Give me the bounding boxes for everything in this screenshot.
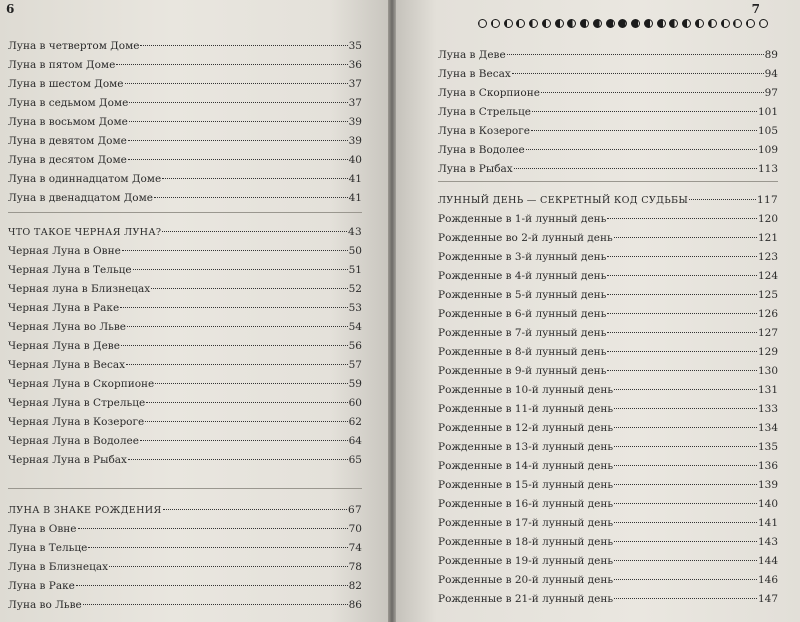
toc-entry-page: 54 — [348, 321, 362, 333]
dot-leader — [614, 446, 757, 447]
toc-entry-page: 147 — [757, 593, 778, 605]
dot-leader — [109, 566, 348, 567]
toc-entry — [8, 244, 362, 258]
toc-entry-title: Луна в Скорпионе — [438, 87, 540, 99]
toc-entry-title: Луна в Стрельце — [438, 106, 531, 118]
dot-leader — [541, 92, 764, 93]
toc-entry-title: Рожденные в 7-й лунный день — [438, 327, 607, 339]
toc-entry — [438, 421, 778, 435]
moon-phase-icon — [708, 19, 717, 28]
moon-phase-icon — [593, 19, 602, 28]
dot-leader — [78, 528, 348, 529]
toc-entry — [438, 86, 778, 100]
toc-entry-page: 60 — [348, 397, 362, 409]
dot-leader — [162, 231, 347, 232]
page-number: 6 — [6, 2, 15, 16]
toc-entry-page: 40 — [348, 154, 362, 166]
toc-entry-title: Луна в Близнецах — [8, 561, 109, 573]
toc-entry — [438, 124, 778, 138]
toc-entry-title: Луна в одиннадцатом Доме — [8, 173, 162, 185]
toc-entry — [438, 497, 778, 511]
dot-leader — [133, 269, 348, 270]
toc-entry-page: 126 — [757, 308, 778, 320]
dot-leader — [607, 313, 757, 314]
dot-leader — [614, 541, 757, 542]
moon-phase-decoration — [478, 19, 768, 28]
toc-entry-title: Рожденные в 13-й лунный день — [438, 441, 614, 453]
toc-entry-title: Луна в девятом Доме — [8, 135, 127, 147]
toc-entry — [438, 554, 778, 568]
moon-phase-icon — [580, 19, 589, 28]
toc-entry-title: ЛУНА В ЗНАКЕ РОЖДЕНИЯ — [8, 505, 162, 516]
toc-entry-page: 134 — [757, 422, 778, 434]
dot-leader — [607, 370, 757, 371]
dot-leader — [614, 465, 757, 466]
toc-entry — [438, 307, 778, 321]
toc-section-heading — [438, 193, 778, 208]
moon-phase-icon — [618, 19, 627, 28]
toc-entry — [8, 339, 362, 353]
toc-entry-page: 131 — [757, 384, 778, 396]
toc-entry — [8, 58, 362, 72]
toc-entry-title: Рожденные в 14-й лунный день — [438, 460, 614, 472]
toc-entry-page: 135 — [757, 441, 778, 453]
moon-phase-icon — [721, 19, 730, 28]
toc-entry-title: Луна в Деве — [438, 49, 506, 61]
moon-phase-icon — [516, 19, 525, 28]
dot-leader — [88, 547, 347, 548]
toc-entry — [8, 434, 362, 448]
toc-entry — [8, 153, 362, 167]
dot-leader — [512, 73, 764, 74]
toc-entry-title: Рожденные в 8-й лунный день — [438, 346, 607, 358]
toc-entry-page: 120 — [757, 213, 778, 225]
toc-entry — [438, 440, 778, 454]
toc-entry-title: ЛУННЫЙ ДЕНЬ — СЕКРЕТНЫЙ КОД СУДЬБЫ — [438, 195, 689, 206]
toc-entry — [438, 364, 778, 378]
moon-phase-icon — [529, 19, 538, 28]
dot-leader — [126, 364, 348, 365]
toc-entry-page: 129 — [757, 346, 778, 358]
dot-leader — [607, 294, 757, 295]
toc-entry-title: Черная Луна в Овне — [8, 245, 121, 257]
toc-entry — [8, 191, 362, 205]
toc-entry-page: 89 — [764, 49, 778, 61]
toc-entry-page: 141 — [757, 517, 778, 529]
toc-entry-page: 36 — [348, 59, 362, 71]
dot-leader — [531, 130, 757, 131]
moon-phase-icon — [631, 19, 640, 28]
dot-leader — [607, 256, 757, 257]
moon-phase-icon — [682, 19, 691, 28]
dot-leader — [507, 54, 764, 55]
toc-entry-title: Луна в седьмом Доме — [8, 97, 129, 109]
toc-entry-title: Рожденные в 10-й лунный день — [438, 384, 614, 396]
toc-entry-title: Луна во Льве — [8, 599, 82, 611]
toc-entry-title: Рожденные в 20-й лунный день — [438, 574, 614, 586]
section-divider — [8, 212, 362, 213]
toc-entry — [438, 212, 778, 226]
right-page — [396, 0, 800, 622]
toc-entry-title: Черная Луна в Раке — [8, 302, 120, 314]
toc-entry-page: 51 — [348, 264, 362, 276]
toc-entry-title: Луна в двенадцатом Доме — [8, 192, 153, 204]
toc-entry — [8, 320, 362, 334]
toc-entry-page: 41 — [348, 173, 362, 185]
moon-phase-icon — [759, 19, 768, 28]
moon-phase-icon — [733, 19, 742, 28]
dot-leader — [128, 459, 348, 460]
toc-entry-title: Черная Луна в Козероге — [8, 416, 145, 428]
toc-section-heading — [8, 503, 362, 518]
toc-entry — [8, 77, 362, 91]
toc-entry-title: Черная Луна в Водолее — [8, 435, 139, 447]
dot-leader — [614, 427, 757, 428]
toc-entry-title: Рожденные в 5-й лунный день — [438, 289, 607, 301]
toc-entry-title: Рожденные в 21-й лунный день — [438, 593, 614, 605]
toc-entry-page: 39 — [348, 135, 362, 147]
dot-leader — [614, 598, 757, 599]
dot-leader — [128, 159, 348, 160]
toc-entry — [438, 383, 778, 397]
toc-entry-page: 113 — [757, 163, 778, 175]
toc-entry-page: 105 — [757, 125, 778, 137]
toc-entry-page: 70 — [348, 523, 362, 535]
dot-leader — [155, 383, 347, 384]
dot-leader — [121, 345, 348, 346]
page-number: 7 — [751, 2, 760, 16]
dot-leader — [614, 237, 757, 238]
toc-entry-title: Луна в Тельце — [8, 542, 88, 554]
toc-entry-page: 78 — [348, 561, 362, 573]
moon-phase-icon — [542, 19, 551, 28]
toc-entry-title: Черная Луна во Льве — [8, 321, 126, 333]
toc-entry — [8, 579, 362, 593]
toc-entry-page: 136 — [757, 460, 778, 472]
toc-entry-page: 67 — [348, 504, 362, 516]
dot-leader — [76, 585, 348, 586]
toc-entry — [8, 560, 362, 574]
toc-entry-title: Луна в восьмом Доме — [8, 116, 128, 128]
toc-entry — [438, 592, 778, 606]
dot-leader — [116, 64, 347, 65]
toc-entry-title: Рожденные в 17-й лунный день — [438, 517, 614, 529]
toc-entry — [438, 345, 778, 359]
toc-entry — [8, 541, 362, 555]
dot-leader — [607, 351, 757, 352]
toc-entry-title: Луна в Водолее — [438, 144, 525, 156]
toc-entry — [8, 115, 362, 129]
toc-entry-page: 94 — [764, 68, 778, 80]
toc-entry-page: 117 — [757, 194, 778, 206]
toc-entry — [438, 535, 778, 549]
toc-entry — [8, 396, 362, 410]
toc-entry-page: 43 — [348, 226, 362, 238]
dot-leader — [120, 307, 347, 308]
dot-leader — [689, 199, 756, 200]
toc-entry-title: Рожденные во 2-й лунный день — [438, 232, 613, 244]
toc-entry-page: 125 — [757, 289, 778, 301]
toc-entry — [8, 39, 362, 53]
toc-entry-title: Луна в десятом Доме — [8, 154, 127, 166]
toc-entry-page: 121 — [757, 232, 778, 244]
toc-entry — [8, 263, 362, 277]
moon-phase-icon — [695, 19, 704, 28]
toc-entry-title: Луна в Овне — [8, 523, 77, 535]
toc-entry-page: 50 — [348, 245, 362, 257]
dot-leader — [614, 522, 757, 523]
toc-entry-title: Луна в шестом Доме — [8, 78, 124, 90]
moon-phase-icon — [555, 19, 564, 28]
toc-entry — [438, 143, 778, 157]
dot-leader — [122, 250, 348, 251]
dot-leader — [83, 604, 348, 605]
toc-entry-page: 127 — [757, 327, 778, 339]
toc-entry-page: 101 — [757, 106, 778, 118]
dot-leader — [614, 579, 757, 580]
toc-entry-title: Черная Луна в Деве — [8, 340, 120, 352]
toc-entry-title: Луна в четвертом Доме — [8, 40, 140, 52]
toc-entry-page: 65 — [348, 454, 362, 466]
toc-entry — [438, 516, 778, 530]
toc-entry — [8, 415, 362, 429]
toc-entry-title: Рожденные в 3-й лунный день — [438, 251, 607, 263]
dot-leader — [146, 402, 347, 403]
toc-entry-page: 35 — [348, 40, 362, 52]
section-divider — [438, 181, 778, 182]
toc-entry — [438, 326, 778, 340]
toc-entry — [8, 134, 362, 148]
dot-leader — [607, 332, 757, 333]
toc-entry — [8, 598, 362, 612]
dot-leader — [140, 45, 347, 46]
toc-entry-page: 39 — [348, 116, 362, 128]
toc-entry-title: Рожденные в 18-й лунный день — [438, 536, 614, 548]
dot-leader — [614, 389, 757, 390]
toc-entry-page: 37 — [348, 78, 362, 90]
toc-entry — [8, 377, 362, 391]
toc-entry-page: 74 — [348, 542, 362, 554]
toc-entry-page: 37 — [348, 97, 362, 109]
toc-entry-title: Рожденные в 16-й лунный день — [438, 498, 614, 510]
toc-entry-page: 57 — [348, 359, 362, 371]
moon-phase-icon — [478, 19, 487, 28]
dot-leader — [614, 484, 757, 485]
book-spine — [388, 0, 396, 622]
dot-leader — [614, 503, 757, 504]
dot-leader — [614, 408, 757, 409]
left-page — [0, 0, 388, 622]
dot-leader — [526, 149, 757, 150]
dot-leader — [607, 218, 757, 219]
dot-leader — [532, 111, 757, 112]
dot-leader — [614, 560, 757, 561]
toc-entry-title: Рожденные в 1-й лунный день — [438, 213, 607, 225]
toc-entry — [8, 282, 362, 296]
toc-entry-title: ЧТО ТАКОЕ ЧЕРНАЯ ЛУНА? — [8, 227, 162, 238]
toc-entry-page: 97 — [764, 87, 778, 99]
dot-leader — [607, 275, 757, 276]
toc-entry-page: 109 — [757, 144, 778, 156]
dot-leader — [151, 288, 347, 289]
dot-leader — [145, 421, 347, 422]
toc-entry-page: 64 — [348, 435, 362, 447]
dot-leader — [129, 102, 347, 103]
moon-phase-icon — [746, 19, 755, 28]
dot-leader — [154, 197, 348, 198]
toc-entry — [438, 231, 778, 245]
toc-entry-page: 143 — [757, 536, 778, 548]
toc-entry-title: Черная Луна в Весах — [8, 359, 126, 371]
toc-entry-page: 144 — [757, 555, 778, 567]
toc-entry-page: 123 — [757, 251, 778, 263]
toc-entry — [438, 478, 778, 492]
moon-phase-icon — [657, 19, 666, 28]
toc-entry-title: Рожденные в 15-й лунный день — [438, 479, 614, 491]
toc-entry-page: 41 — [348, 192, 362, 204]
moon-phase-icon — [567, 19, 576, 28]
dot-leader — [128, 140, 348, 141]
toc-entry-title: Рожденные в 6-й лунный день — [438, 308, 607, 320]
toc-entry — [8, 301, 362, 315]
section-divider — [8, 488, 362, 489]
toc-entry-page: 82 — [348, 580, 362, 592]
toc-entry-title: Черная Луна в Стрельце — [8, 397, 146, 409]
toc-entry-title: Рожденные в 9-й лунный день — [438, 365, 607, 377]
dot-leader — [514, 168, 757, 169]
toc-entry-title: Рожденные в 12-й лунный день — [438, 422, 614, 434]
dot-leader — [129, 121, 348, 122]
toc-entry — [438, 573, 778, 587]
moon-phase-icon — [491, 19, 500, 28]
toc-entry — [438, 105, 778, 119]
moon-phase-icon — [504, 19, 513, 28]
toc-entry-title: Рожденные в 4-й лунный день — [438, 270, 607, 282]
toc-entry-page: 139 — [757, 479, 778, 491]
toc-entry — [438, 67, 778, 81]
toc-entry-title: Рожденные в 11-й лунный день — [438, 403, 614, 415]
dot-leader — [162, 178, 347, 179]
dot-leader — [140, 440, 348, 441]
toc-entry-title: Луна в Раке — [8, 580, 75, 592]
toc-entry-title: Черная Луна в Скорпионе — [8, 378, 155, 390]
toc-section-heading — [8, 225, 362, 240]
toc-entry-page: 140 — [757, 498, 778, 510]
dot-leader — [163, 509, 348, 510]
toc-entry-page: 53 — [348, 302, 362, 314]
toc-entry-page: 59 — [348, 378, 362, 390]
toc-entry — [438, 402, 778, 416]
toc-entry-title: Луна в Весах — [438, 68, 511, 80]
toc-entry-title: Луна в Рыбах — [438, 163, 513, 175]
toc-entry — [438, 162, 778, 176]
moon-phase-icon — [644, 19, 653, 28]
toc-entry-page: 62 — [348, 416, 362, 428]
dot-leader — [125, 83, 348, 84]
toc-entry — [438, 250, 778, 264]
toc-entry — [8, 522, 362, 536]
toc-entry — [8, 96, 362, 110]
toc-entry-title: Рожденные в 19-й лунный день — [438, 555, 614, 567]
toc-entry-title: Черная Луна в Тельце — [8, 264, 132, 276]
toc-entry — [438, 269, 778, 283]
toc-entry — [438, 288, 778, 302]
toc-entry — [8, 172, 362, 186]
toc-entry-page: 56 — [348, 340, 362, 352]
toc-entry-title: Черная луна в Близнецах — [8, 283, 151, 295]
toc-entry-page: 124 — [757, 270, 778, 282]
toc-entry-page: 130 — [757, 365, 778, 377]
toc-entry-page: 86 — [348, 599, 362, 611]
moon-phase-icon — [669, 19, 678, 28]
toc-entry — [438, 459, 778, 473]
dot-leader — [127, 326, 348, 327]
moon-phase-icon — [606, 19, 615, 28]
toc-entry-page: 133 — [757, 403, 778, 415]
toc-entry — [438, 48, 778, 62]
toc-entry — [8, 358, 362, 372]
toc-entry-title: Черная Луна в Рыбах — [8, 454, 127, 466]
toc-entry-title: Луна в пятом Доме — [8, 59, 116, 71]
toc-entry-page: 146 — [757, 574, 778, 586]
toc-entry-page: 52 — [348, 283, 362, 295]
toc-entry-title: Луна в Козероге — [438, 125, 530, 137]
toc-entry — [8, 453, 362, 467]
